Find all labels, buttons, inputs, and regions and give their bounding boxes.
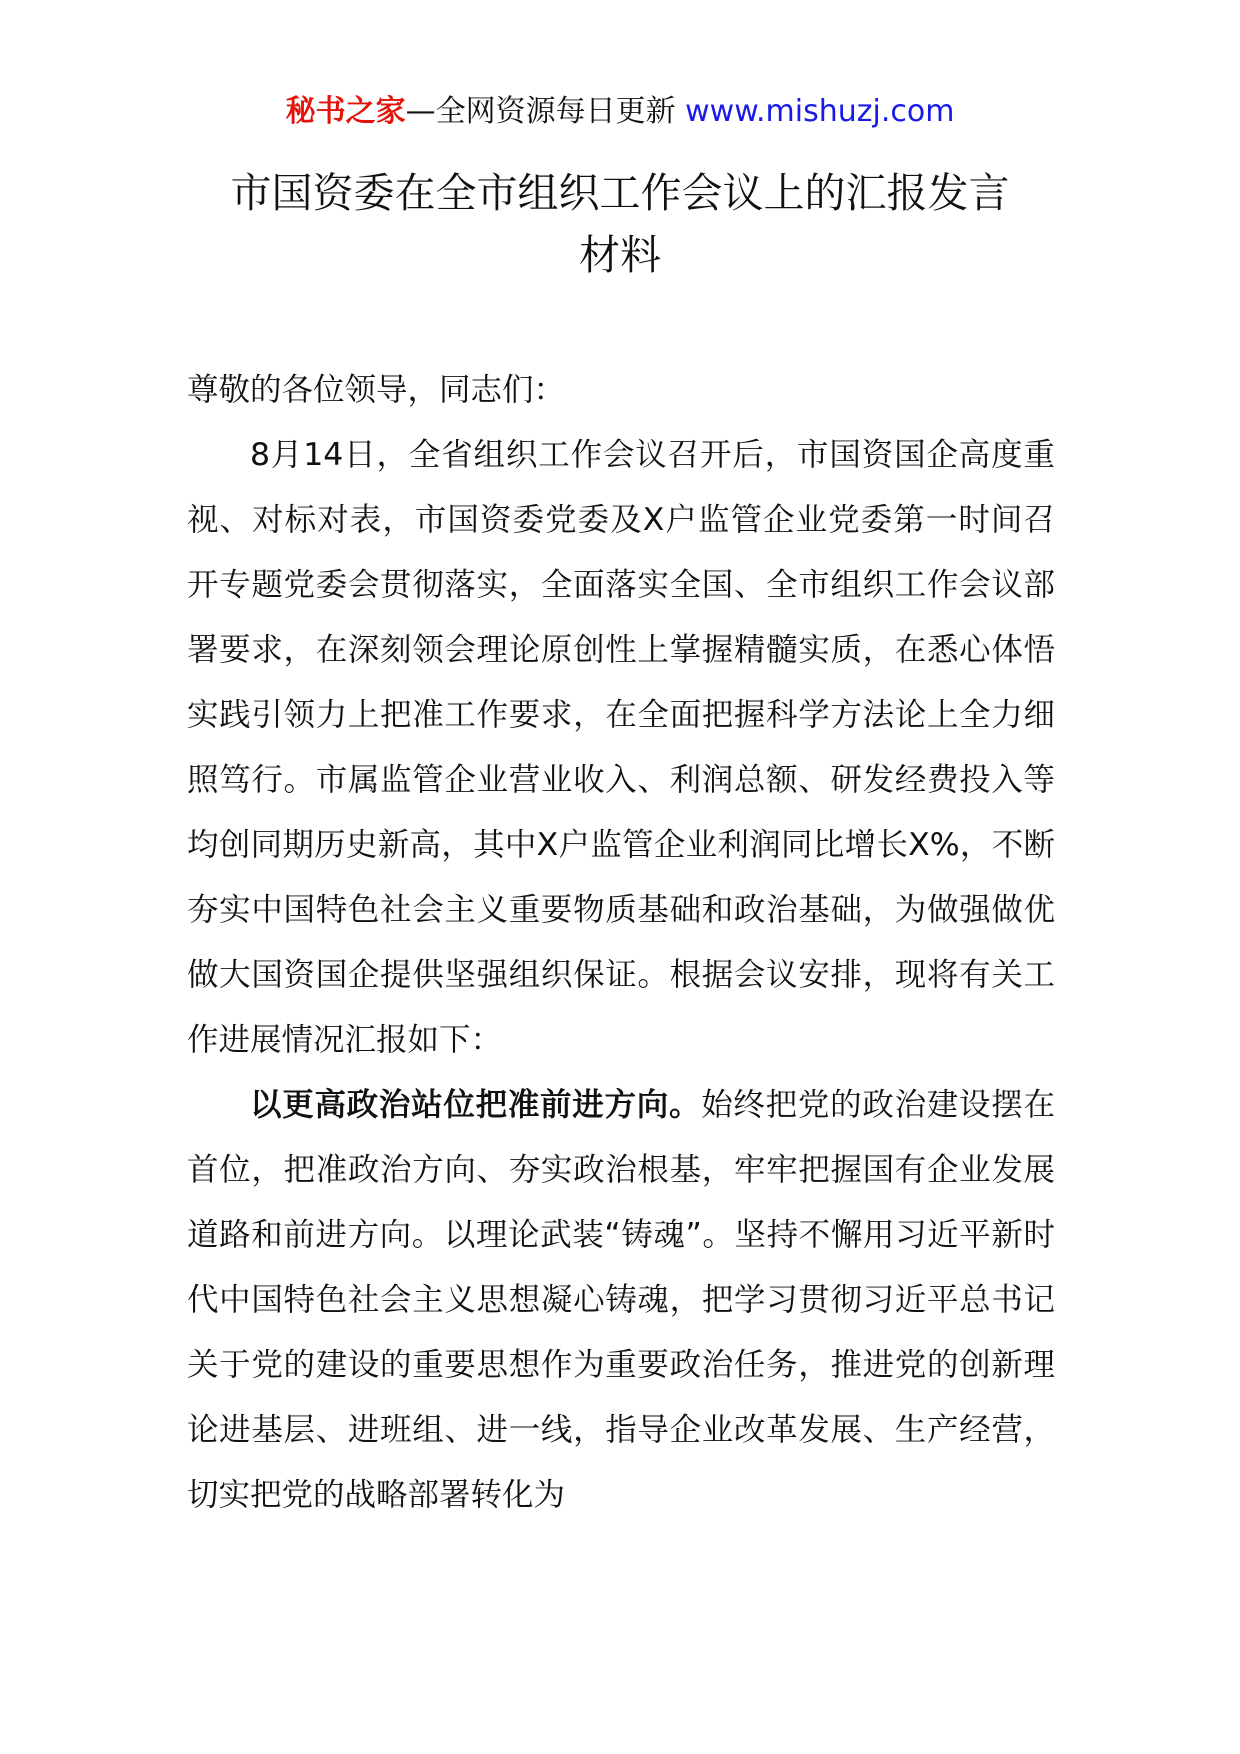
paragraph-2 (187, 1073, 1055, 1528)
site-brand: 秘书之家 (285, 94, 406, 129)
site-header (0, 92, 1240, 132)
paragraph-2-text: 始终把党的政治建设摆在首位，把准政治方向、夯实政治根基，牢牢把握国有企业发展道路和前进方向。以理论武装“铸魂”。坚持不懈用习近平新时代中国特色社会主义思想凝心铸魂，把学习贯彻习近平总书记关于党的建设的重要思想作为重要政治任务，推进党的创新理论进基层、进班组、进一线，指导企业改革发展、生产经营，切实把党的战略部署转化为 (187, 1087, 1055, 1513)
site-url-link[interactable]: www.mishuzj.com (685, 94, 955, 129)
document-body (187, 358, 1055, 1528)
document-title (0, 162, 1240, 286)
site-slogan: —全网资源每日更新 (405, 94, 676, 129)
title-line-1: 市国资委在全市组织工作会议上的汇报发言 (230, 169, 1010, 217)
title-line-2: 材料 (579, 231, 661, 279)
paragraph-2-lead: 以更高政治站位把准前进方向。 (250, 1087, 702, 1123)
paragraph-1: 8月14日，全省组织工作会议召开后，市国资国企高度重视、对标对表，市国资委党委及X户监管企业党委第一时间召开专题党委会贯彻落实，全面落实全国、全市组织工作会议部署要求，在深刻领会理论原创性上掌握精髓实质，在悉心体悟实践引领力上把准工作要求，在全面把握科学方法论上全力细照笃行。市属监管企业营业收入、利润总额、研发经费投入等均创同期历史新高，其中X户监管企业利润同比增长X%，不断夯实中国特色社会主义重要物质基础和政治基础，为做强做优做大国资国企提供坚强组织保证。根据会议安排，现将有关工作进展情况汇报如下： (187, 437, 1055, 1058)
greeting: 尊敬的各位领导，同志们： (187, 372, 566, 408)
